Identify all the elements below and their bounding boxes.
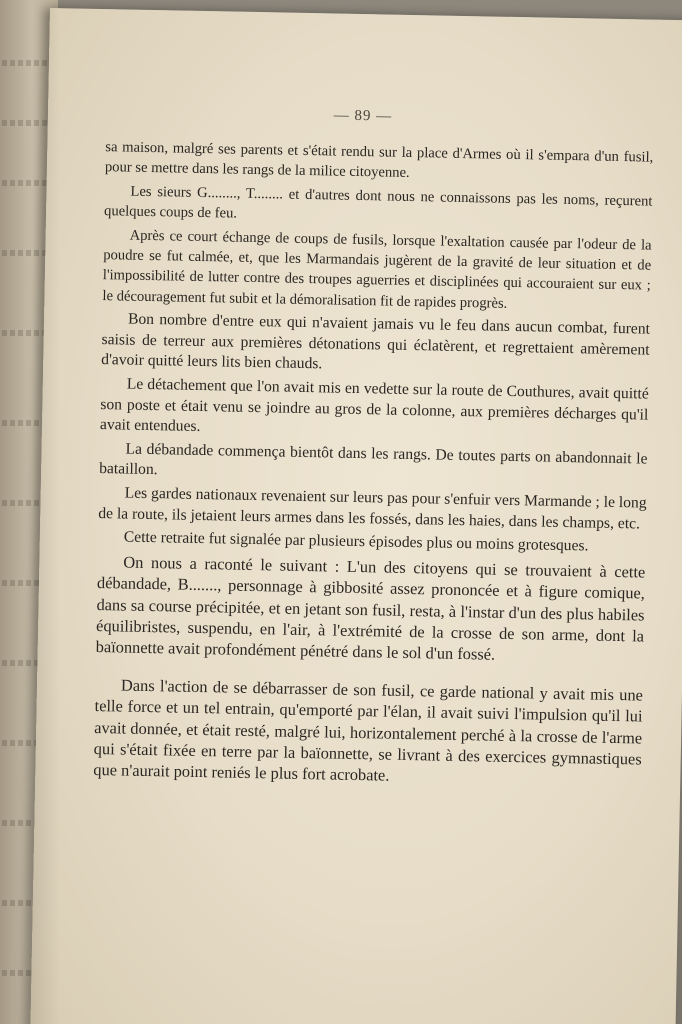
paragraph: Après ce court échange de coups de fusils, lorsque l'exaltation causée par l'odeur de la poudre se fut calmée, et, que les Marmandais jugèrent de la gravité de leur situation et de l'impossibilité de lutter contre des troupes aguerries et disciplinées qui accouraient sur eux ; le découragement fut subit et la démoralisation fit de rapides progrès.	[102, 227, 652, 312]
paragraph: Bon nombre d'entre eux qui n'avaient jamais vu le feu dans aucun combat, furent saisis de terreur aux premières détonations qui éclatèrent, et regrettaient amèrement d'avoir quitté leurs lits bien chauds.	[101, 310, 651, 373]
paragraph: Dans l'action de se débarrasser de son fusil, ce garde national y avait mis une telle force et un tel entrain, qu'emporté par l'élan, il avait suivi l'impulsion qu'il lui avait donnée, et était resté, malgré lui, horizontalement perché à la crosse de l'arme qui s'était fixée en terre par la baïonnette, se livrant à des exercices gymnastiques que n'aurait point reniés le plus fort acrobate.	[93, 675, 644, 786]
paragraph: La débandade commença bientôt dans les rangs. De toutes parts on abandonnait le bataillon.	[98, 440, 648, 479]
paragraph: Les sieurs G........, T........ et d'autres dont nous ne connaissons pas les noms, reçurent quelques coups de feu.	[103, 183, 653, 222]
paragraph: Cette retraite fut signalée par plusieurs épisodes plus ou moins grotesques.	[123, 528, 589, 555]
page-number: — 89 —	[333, 107, 393, 125]
body-text	[93, 137, 653, 794]
paragraph: On nous a raconté le suivant : L'un des citoyens qui se trouvaient à cette débandade, B......., personnage à gibbosité assez prononcée et à figure comique, dans sa course précipitée, et en jetant son fusil, resta, à l'instar d'un des plus habiles équilibristes, suspendu, en l'air, à l'extrémité de la crosse de son arme, dont la baïonnette avait profondément pénétré dans le sol d'un fossé.	[95, 552, 646, 665]
paragraph: Les gardes nationaux revenaient sur leurs pas pour s'enfuir vers Marmande ; le long de la route, ils jetaient leurs armes dans les fossés, dans les haies, dans les champs, etc.	[98, 484, 647, 533]
book-page	[30, 8, 682, 1024]
paragraph: Le détachement que l'on avait mis en vedette sur la route de Couthures, avait quitté son poste et était venu se joindre au gros de la colonne, aux premières décharges qu'il avait entendues.	[99, 375, 649, 436]
paragraph: sa maison, malgré ses parents et s'était rendu sur la place d'Armes où il s'empara d'un fusil, pour se mettre dans les rangs de la milice citoyenne.	[104, 139, 654, 182]
